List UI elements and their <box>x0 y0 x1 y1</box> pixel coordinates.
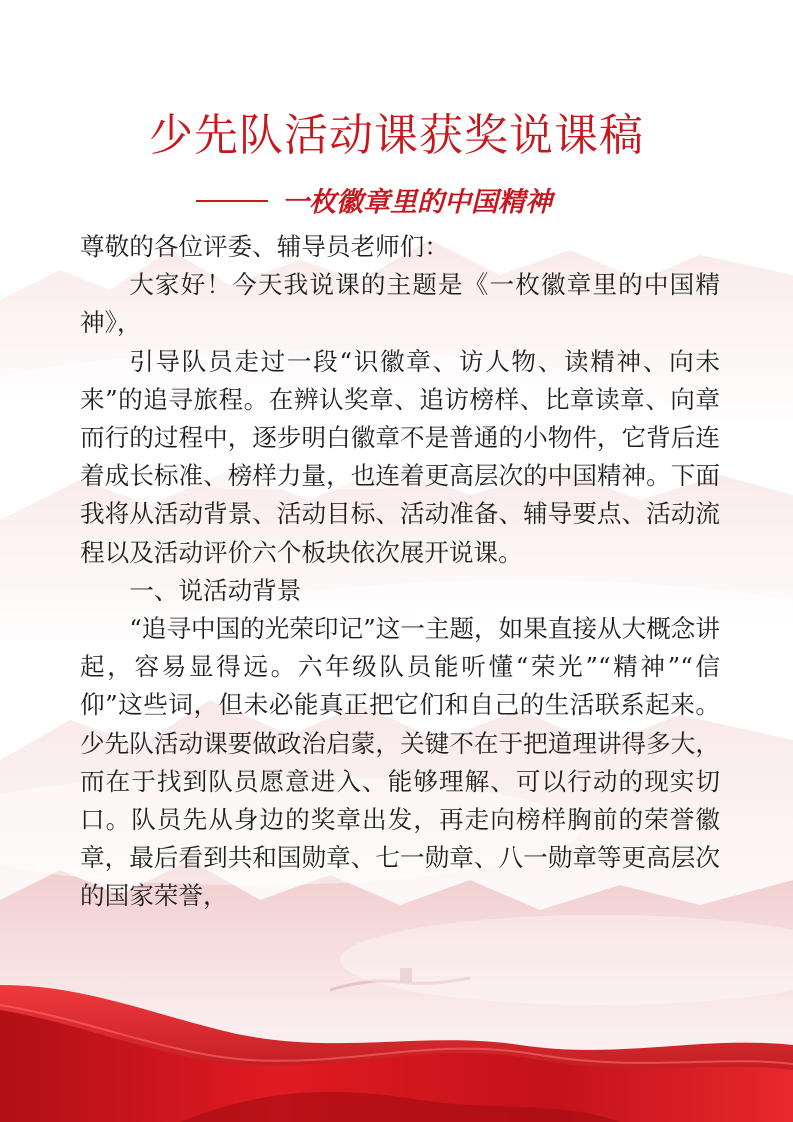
subtitle-dash <box>196 200 268 202</box>
intro-paragraph: 大家好！今天我说课的主题是《一枚徽章里的中国精神》， <box>80 270 720 338</box>
greeting-paragraph: 尊敬的各位评委、辅导员老师们： <box>80 232 449 261</box>
subtitle-text: 一枚徽章里的中国精神 <box>282 187 552 218</box>
document-title: 少先队活动课获奖说课稿 <box>149 110 644 161</box>
section-heading-background: 一、说活动背景 <box>129 575 302 605</box>
overview-paragraph: 引导队员走过一段“识徽章、访人物、读精神、向未来”的追寻旅程。在辨认奖章、追访榜样、比章读章、向章而行的过程中，逐步明白徽章不是普通的小物件，它背后连着成长标准、榜样力量，也连着更高层次的中国精神。下面我将从活动背景、活动目标、活动准备、辅导要点、活动流程以及活动评价六个板块依次展开说课。 <box>80 346 720 567</box>
document-subtitle <box>196 185 552 221</box>
document-body <box>80 228 720 916</box>
section-background-paragraph: “追寻中国的光荣印记”这一主题，如果直接从大概念讲起，容易显得远。六年级队员能听懂“荣光”“精神”“信仰”这些词，但未必能真正把它们和自己的生活联系起来。少先队活动课要做政治启蒙，关键不在于把道理讲得多大，而在于找到队员愿意进入、能够理解、可以行动的现实切口。队员先从身边的奖章出发，再走向榜样胸前的荣誉徽章，最后看到共和国勋章、七一勋章、八一勋章等更高层次的国家荣誉， <box>80 614 720 911</box>
